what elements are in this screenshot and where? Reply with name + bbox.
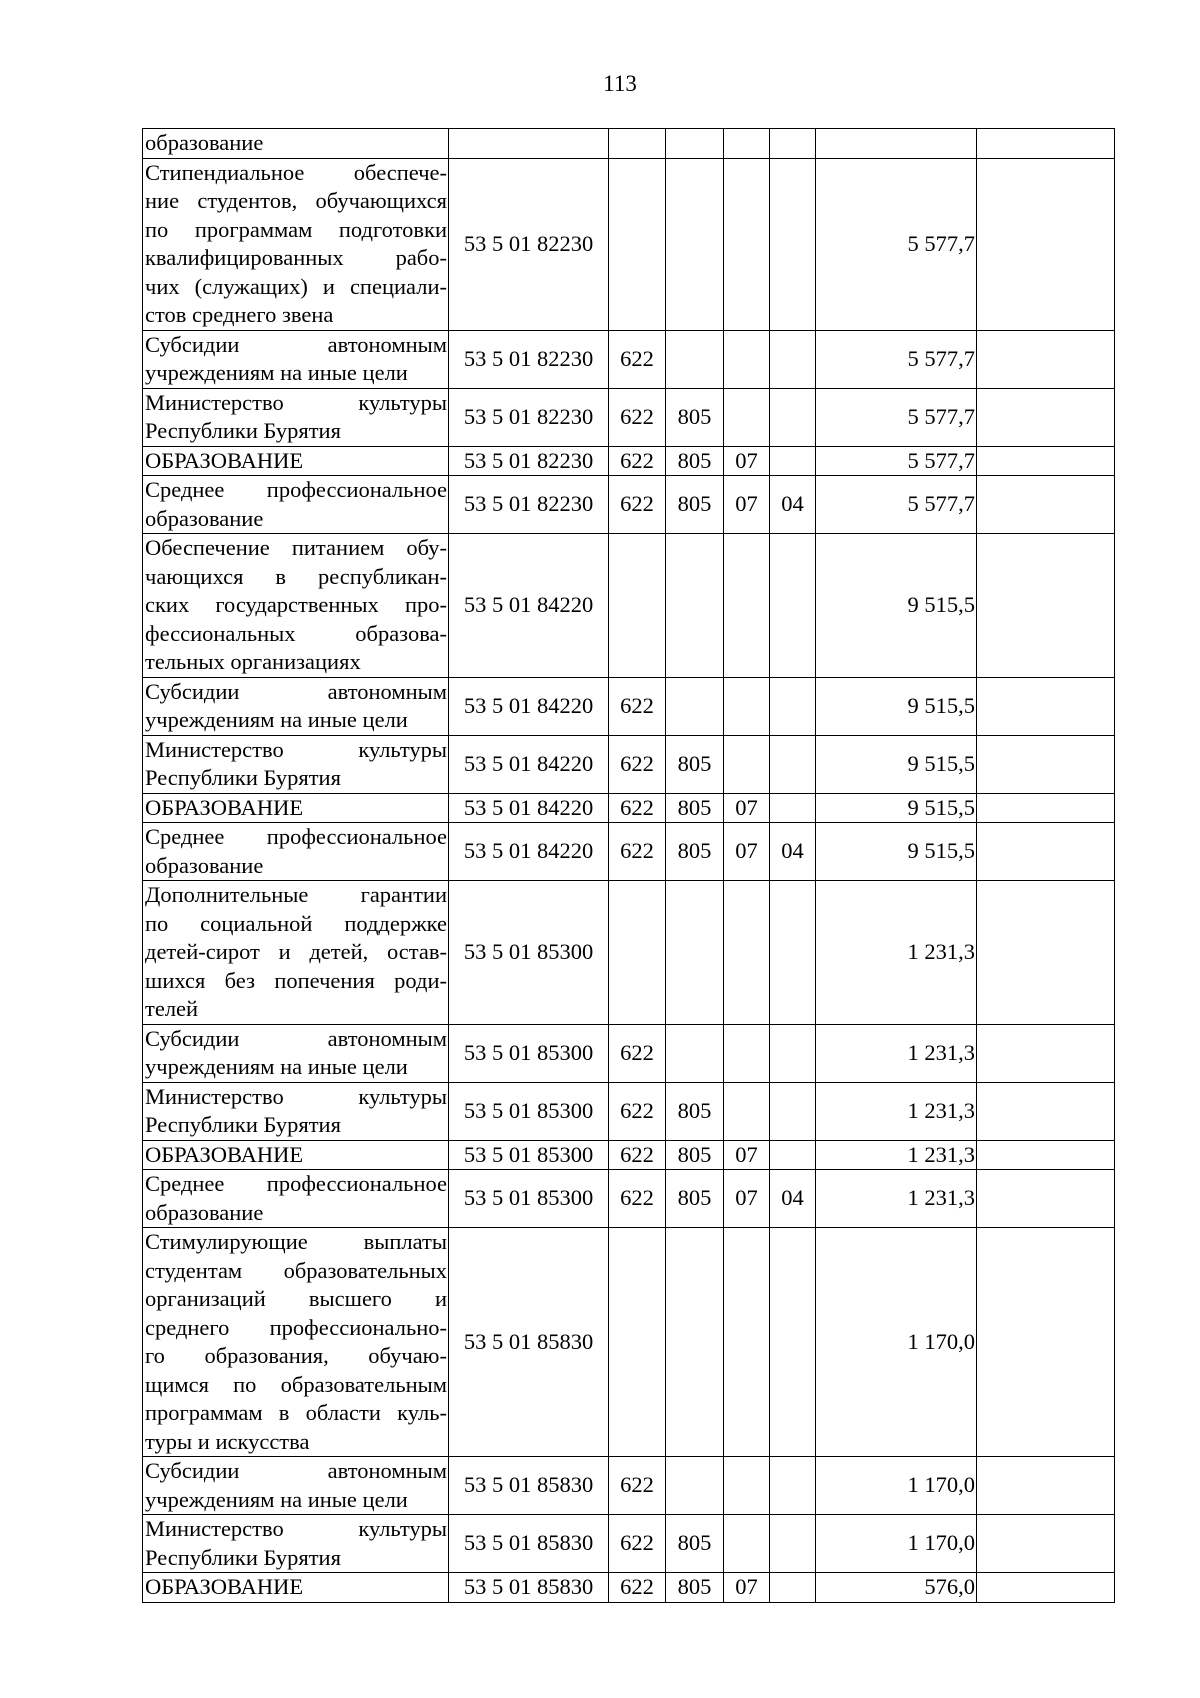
section-cell xyxy=(724,1515,770,1573)
item-name-line: Дополнительные гарантии xyxy=(145,882,447,907)
extra-amount-cell xyxy=(977,1170,1115,1228)
table-row xyxy=(143,677,1115,735)
section-cell xyxy=(724,735,770,793)
section-cell xyxy=(724,1457,770,1515)
table-row xyxy=(143,158,1115,330)
item-name-line: Среднее профессиональное xyxy=(145,477,447,502)
amount-cell: 5 577,7 xyxy=(816,476,977,534)
section-cell: 07 xyxy=(724,446,770,476)
item-name-line: фессиональных образова- xyxy=(145,620,447,646)
expense-type-cell xyxy=(609,534,666,678)
item-name-line: по социальной поддержке xyxy=(145,910,447,936)
item-name-cell xyxy=(143,1170,449,1228)
extra-amount-cell xyxy=(977,446,1115,476)
subsection-cell xyxy=(770,677,816,735)
item-name-line: телей xyxy=(145,996,199,1021)
section-cell: 07 xyxy=(724,793,770,823)
section-cell: 07 xyxy=(724,1170,770,1228)
section-cell xyxy=(724,1228,770,1457)
table-row xyxy=(143,1170,1115,1228)
item-name-line: Среднее профессиональное xyxy=(145,824,447,849)
item-name-line: Республики Бурятия xyxy=(145,1112,341,1137)
ministry-code-cell xyxy=(666,534,724,678)
target-article-cell: 53 5 01 85300 xyxy=(449,881,609,1025)
item-name-line: Субсидии автономным xyxy=(145,1025,447,1051)
extra-amount-cell xyxy=(977,1457,1115,1515)
extra-amount-cell xyxy=(977,1515,1115,1573)
extra-amount-cell xyxy=(977,1024,1115,1082)
target-article-cell: 53 5 01 82230 xyxy=(449,388,609,446)
amount-cell: 9 515,5 xyxy=(816,534,977,678)
item-name-line: чающихся в республикан- xyxy=(145,563,447,589)
item-name-line: учреждениям на иные цели xyxy=(145,1054,408,1079)
target-article-cell: 53 5 01 85830 xyxy=(449,1515,609,1573)
target-article-cell: 53 5 01 85830 xyxy=(449,1457,609,1515)
section-cell: 07 xyxy=(724,823,770,881)
section-cell xyxy=(724,881,770,1025)
expense-type-cell xyxy=(609,158,666,330)
item-name-line: шихся без попечения роди- xyxy=(145,967,447,993)
subsection-cell xyxy=(770,129,816,159)
table-row xyxy=(143,793,1115,823)
amount-cell: 9 515,5 xyxy=(816,793,977,823)
item-name-line: учреждениям на иные цели xyxy=(145,1486,408,1512)
target-article-cell: 53 5 01 82230 xyxy=(449,158,609,330)
table-row xyxy=(143,388,1115,446)
expense-type-cell: 622 xyxy=(609,476,666,534)
table-row xyxy=(143,1457,1115,1515)
item-name-line: студентам образовательных xyxy=(145,1257,447,1283)
item-name-line: Министерство культуры xyxy=(145,736,447,762)
item-name-line: образование xyxy=(145,852,264,878)
item-name-line: Субсидии автономным xyxy=(145,678,447,704)
ministry-code-cell xyxy=(666,677,724,735)
item-name-line: ОБРАЗОВАНИЕ xyxy=(145,447,304,473)
item-name-line: тельных организациях xyxy=(145,649,361,674)
item-name-line: ских государственных про- xyxy=(145,592,447,617)
subsection-cell xyxy=(770,1573,816,1603)
item-name-cell xyxy=(143,677,449,735)
subsection-cell xyxy=(770,1228,816,1457)
subsection-cell xyxy=(770,1024,816,1082)
ministry-code-cell: 805 xyxy=(666,1170,724,1228)
amount-cell: 9 515,5 xyxy=(816,677,977,735)
extra-amount-cell xyxy=(977,1140,1115,1170)
ministry-code-cell xyxy=(666,1228,724,1457)
ministry-code-cell: 805 xyxy=(666,1515,724,1573)
item-name-line: образование xyxy=(145,1199,264,1225)
item-name-line: Среднее профессиональное xyxy=(145,1171,447,1196)
item-name-cell xyxy=(143,158,449,330)
section-cell xyxy=(724,388,770,446)
item-name-cell xyxy=(143,1573,449,1603)
ministry-code-cell: 805 xyxy=(666,1140,724,1170)
subsection-cell: 04 xyxy=(770,1170,816,1228)
expense-type-cell: 622 xyxy=(609,1457,666,1515)
expense-type-cell xyxy=(609,1228,666,1457)
ministry-code-cell: 805 xyxy=(666,823,724,881)
expense-type-cell xyxy=(609,881,666,1025)
amount-cell: 9 515,5 xyxy=(816,823,977,881)
subsection-cell: 04 xyxy=(770,476,816,534)
table-row xyxy=(143,1573,1115,1603)
item-name-cell xyxy=(143,1140,449,1170)
subsection-cell xyxy=(770,793,816,823)
item-name-cell xyxy=(143,735,449,793)
ministry-code-cell xyxy=(666,129,724,159)
section-cell: 07 xyxy=(724,1140,770,1170)
item-name-line: чих (служащих) и специали- xyxy=(145,273,447,299)
extra-amount-cell xyxy=(977,823,1115,881)
amount-cell: 576,0 xyxy=(816,1573,977,1603)
target-article-cell: 53 5 01 85300 xyxy=(449,1082,609,1140)
item-name-line: Республики Бурятия xyxy=(145,765,341,790)
extra-amount-cell xyxy=(977,129,1115,159)
expense-type-cell: 622 xyxy=(609,823,666,881)
item-name-line: го образования, обучаю- xyxy=(145,1343,447,1368)
section-cell: 07 xyxy=(724,1573,770,1603)
table-row xyxy=(143,1024,1115,1082)
extra-amount-cell xyxy=(977,388,1115,446)
item-name-line: Министерство культуры xyxy=(145,389,447,415)
budget-table xyxy=(142,128,1115,1603)
item-name-line: Министерство культуры xyxy=(145,1083,447,1109)
item-name-line: Субсидии автономным xyxy=(145,331,447,357)
item-name-cell xyxy=(143,388,449,446)
item-name-line: учреждениям на иные цели xyxy=(145,360,408,385)
amount-cell: 5 577,7 xyxy=(816,446,977,476)
item-name-cell xyxy=(143,129,449,159)
target-article-cell: 53 5 01 84220 xyxy=(449,735,609,793)
item-name-line: щимся по образовательным xyxy=(145,1371,447,1397)
item-name-cell xyxy=(143,534,449,678)
section-cell xyxy=(724,677,770,735)
table-row xyxy=(143,446,1115,476)
expense-type-cell: 622 xyxy=(609,330,666,388)
amount-cell: 5 577,7 xyxy=(816,388,977,446)
target-article-cell: 53 5 01 85830 xyxy=(449,1573,609,1603)
item-name-cell xyxy=(143,1082,449,1140)
item-name-cell xyxy=(143,476,449,534)
item-name-line: квалифицированных рабо- xyxy=(145,245,447,270)
item-name-cell xyxy=(143,446,449,476)
ministry-code-cell: 805 xyxy=(666,793,724,823)
item-name-line: ОБРАЗОВАНИЕ xyxy=(145,1141,304,1167)
extra-amount-cell xyxy=(977,1228,1115,1457)
subsection-cell xyxy=(770,1457,816,1515)
section-cell xyxy=(724,158,770,330)
extra-amount-cell xyxy=(977,881,1115,1025)
section-cell: 07 xyxy=(724,476,770,534)
amount-cell: 1 231,3 xyxy=(816,1082,977,1140)
table-row xyxy=(143,476,1115,534)
amount-cell: 5 577,7 xyxy=(816,330,977,388)
extra-amount-cell xyxy=(977,1573,1115,1603)
page-number: 113 xyxy=(603,71,637,96)
ministry-code-cell xyxy=(666,158,724,330)
expense-type-cell: 622 xyxy=(609,388,666,446)
extra-amount-cell xyxy=(977,330,1115,388)
subsection-cell xyxy=(770,1140,816,1170)
item-name-cell xyxy=(143,1024,449,1082)
item-name-cell xyxy=(143,1228,449,1457)
extra-amount-cell xyxy=(977,735,1115,793)
ministry-code-cell: 805 xyxy=(666,1573,724,1603)
expense-type-cell xyxy=(609,129,666,159)
table-row xyxy=(143,534,1115,678)
expense-type-cell: 622 xyxy=(609,1082,666,1140)
target-article-cell: 53 5 01 85300 xyxy=(449,1024,609,1082)
expense-type-cell: 622 xyxy=(609,446,666,476)
subsection-cell xyxy=(770,388,816,446)
target-article-cell: 53 5 01 82230 xyxy=(449,476,609,534)
item-name-line: организаций высшего и xyxy=(145,1286,447,1311)
amount-cell: 1 170,0 xyxy=(816,1515,977,1573)
item-name-cell xyxy=(143,1515,449,1573)
item-name-cell xyxy=(143,1457,449,1515)
item-name-line: образование xyxy=(145,505,264,531)
table-row xyxy=(143,1140,1115,1170)
subsection-cell xyxy=(770,881,816,1025)
item-name-line: программам в области куль- xyxy=(145,1400,447,1425)
expense-type-cell: 622 xyxy=(609,1024,666,1082)
section-cell xyxy=(724,534,770,678)
table-body xyxy=(143,129,1115,1603)
expense-type-cell: 622 xyxy=(609,1140,666,1170)
ministry-code-cell xyxy=(666,330,724,388)
item-name-line: учреждениям на иные цели xyxy=(145,707,408,732)
ministry-code-cell: 805 xyxy=(666,446,724,476)
table-row xyxy=(143,129,1115,159)
target-article-cell xyxy=(449,129,609,159)
subsection-cell xyxy=(770,158,816,330)
ministry-code-cell: 805 xyxy=(666,476,724,534)
amount-cell: 1 231,3 xyxy=(816,881,977,1025)
extra-amount-cell xyxy=(977,793,1115,823)
item-name-line: Обеспечение питанием обу- xyxy=(145,535,447,560)
amount-cell: 9 515,5 xyxy=(816,735,977,793)
extra-amount-cell xyxy=(977,534,1115,678)
subsection-cell xyxy=(770,735,816,793)
table-row xyxy=(143,1082,1115,1140)
expense-type-cell: 622 xyxy=(609,1170,666,1228)
item-name-cell xyxy=(143,823,449,881)
ministry-code-cell: 805 xyxy=(666,388,724,446)
subsection-cell: 04 xyxy=(770,823,816,881)
ministry-code-cell xyxy=(666,881,724,1025)
target-article-cell: 53 5 01 85300 xyxy=(449,1170,609,1228)
item-name-line: по программам подготовки xyxy=(145,216,447,242)
subsection-cell xyxy=(770,330,816,388)
target-article-cell: 53 5 01 84220 xyxy=(449,823,609,881)
section-cell xyxy=(724,1082,770,1140)
table-row xyxy=(143,1228,1115,1457)
item-name-line: детей-сирот и детей, остав- xyxy=(145,939,447,964)
table-row xyxy=(143,330,1115,388)
item-name-line: Республики Бурятия xyxy=(145,1544,341,1570)
amount-cell: 5 577,7 xyxy=(816,158,977,330)
item-name-line: Министерство культуры xyxy=(145,1516,447,1541)
section-cell xyxy=(724,129,770,159)
target-article-cell: 53 5 01 84220 xyxy=(449,677,609,735)
item-name-line: Стимулирующие выплаты xyxy=(145,1229,447,1254)
table-row xyxy=(143,823,1115,881)
expense-type-cell: 622 xyxy=(609,677,666,735)
item-name-line: среднего профессионально- xyxy=(145,1314,447,1340)
target-article-cell: 53 5 01 84220 xyxy=(449,793,609,823)
item-name-line: стов среднего звена xyxy=(145,302,334,327)
subsection-cell xyxy=(770,1082,816,1140)
item-name-line: ние студентов, обучающихся xyxy=(145,188,447,213)
subsection-cell xyxy=(770,534,816,678)
subsection-cell xyxy=(770,1515,816,1573)
expense-type-cell: 622 xyxy=(609,1573,666,1603)
extra-amount-cell xyxy=(977,677,1115,735)
item-name-cell xyxy=(143,881,449,1025)
target-article-cell: 53 5 01 85830 xyxy=(449,1228,609,1457)
ministry-code-cell xyxy=(666,1024,724,1082)
table-row xyxy=(143,735,1115,793)
target-article-cell: 53 5 01 82230 xyxy=(449,446,609,476)
amount-cell: 1 170,0 xyxy=(816,1457,977,1515)
extra-amount-cell xyxy=(977,1082,1115,1140)
ministry-code-cell: 805 xyxy=(666,1082,724,1140)
item-name-line: Субсидии автономным xyxy=(145,1458,447,1483)
extra-amount-cell xyxy=(977,476,1115,534)
target-article-cell: 53 5 01 82230 xyxy=(449,330,609,388)
target-article-cell: 53 5 01 85300 xyxy=(449,1140,609,1170)
item-name-cell xyxy=(143,330,449,388)
amount-cell: 1 231,3 xyxy=(816,1170,977,1228)
amount-cell: 1 170,0 xyxy=(816,1228,977,1457)
extra-amount-cell xyxy=(977,158,1115,330)
subsection-cell xyxy=(770,446,816,476)
item-name-line: Республики Бурятия xyxy=(145,418,341,443)
section-cell xyxy=(724,330,770,388)
item-name-cell xyxy=(143,793,449,823)
item-name-line: Стипендиальное обеспече- xyxy=(145,159,447,185)
expense-type-cell: 622 xyxy=(609,735,666,793)
amount-cell xyxy=(816,129,977,159)
ministry-code-cell xyxy=(666,1457,724,1515)
amount-cell: 1 231,3 xyxy=(816,1140,977,1170)
table-row xyxy=(143,881,1115,1025)
table-row xyxy=(143,1515,1115,1573)
section-cell xyxy=(724,1024,770,1082)
amount-cell: 1 231,3 xyxy=(816,1024,977,1082)
item-name-line: образование xyxy=(145,130,264,155)
item-name-line: ОБРАЗОВАНИЕ xyxy=(145,794,304,820)
expense-type-cell: 622 xyxy=(609,793,666,823)
item-name-line: ОБРАЗОВАНИЕ xyxy=(145,1574,304,1599)
ministry-code-cell: 805 xyxy=(666,735,724,793)
item-name-line: туры и искусства xyxy=(145,1428,310,1454)
target-article-cell: 53 5 01 84220 xyxy=(449,534,609,678)
expense-type-cell: 622 xyxy=(609,1515,666,1573)
